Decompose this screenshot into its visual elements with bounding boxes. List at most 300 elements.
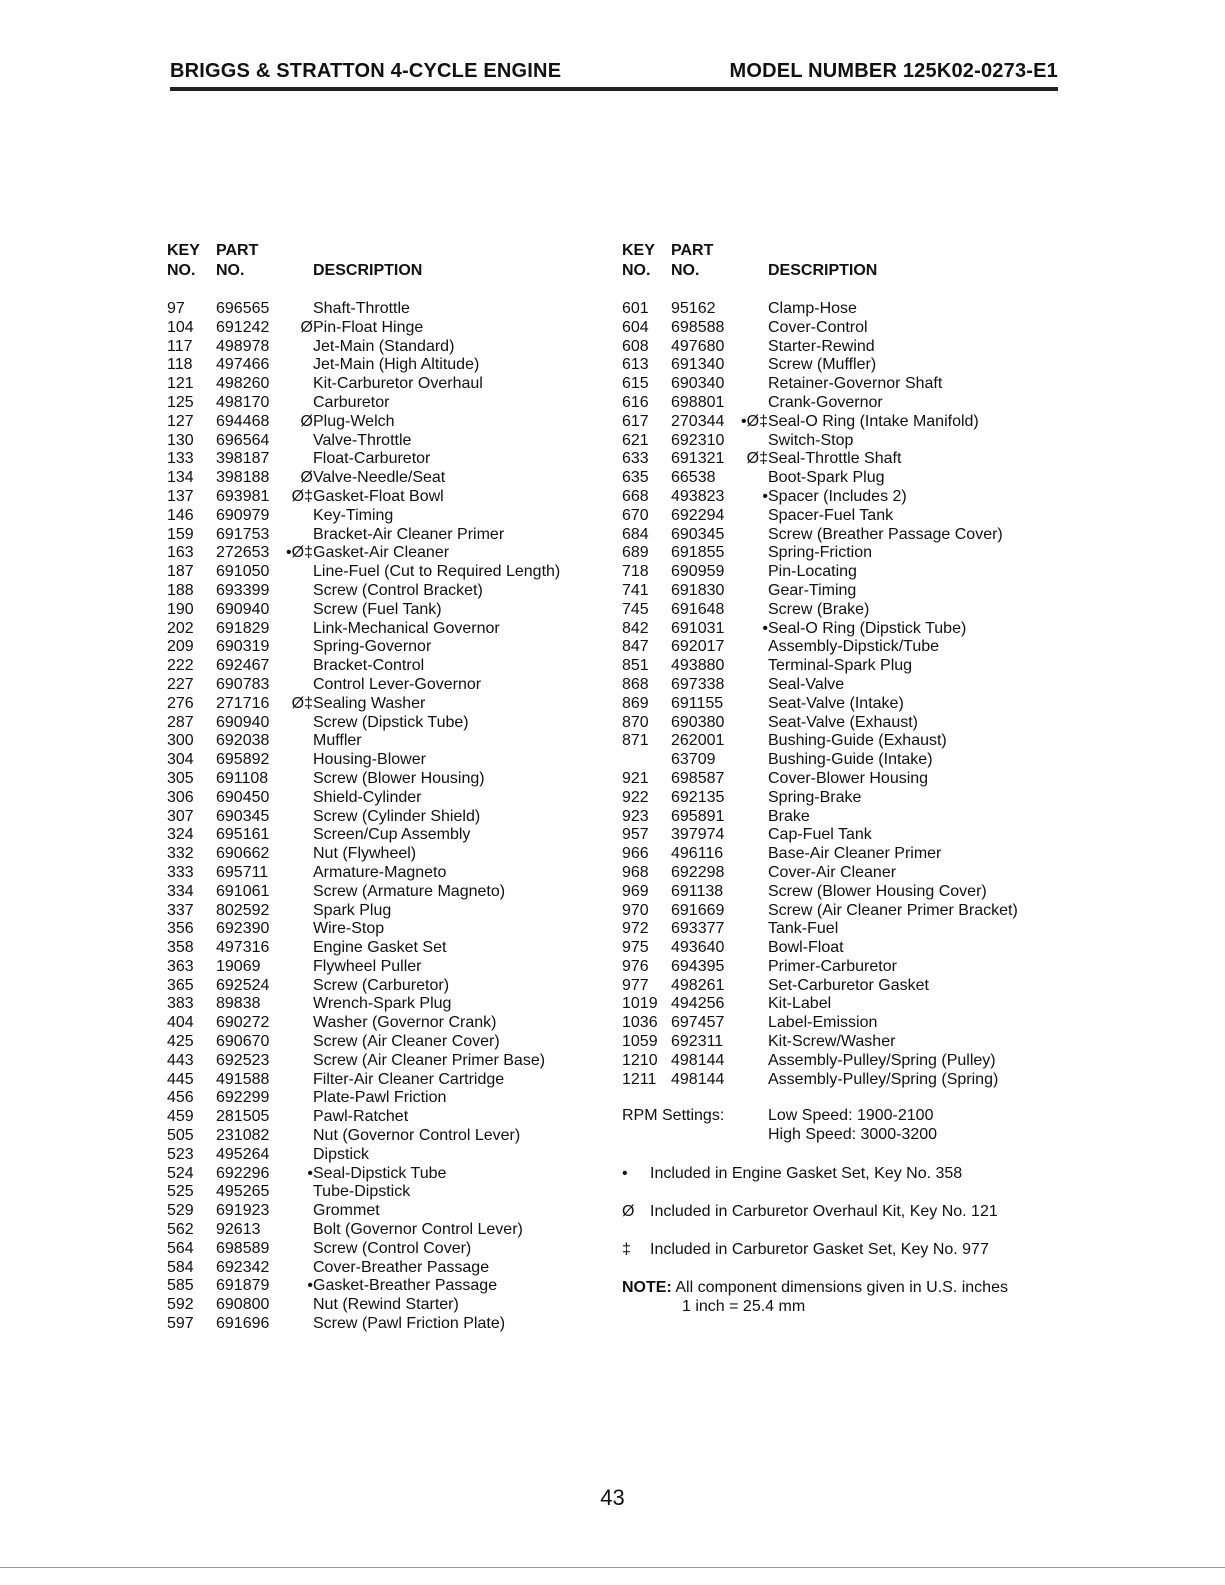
key-number: 525 [167,1183,194,1201]
part-description: Spark Plug [313,901,392,919]
part-number: 692038 [216,732,270,750]
note-label: NOTE: [622,1279,672,1296]
part-number: 692135 [671,788,725,806]
part-description: Engine Gasket Set [313,939,447,957]
page-header [170,60,1058,88]
parts-row [622,526,1062,545]
parts-row [167,1296,607,1315]
part-number: 693399 [216,581,270,599]
part-number: 690940 [216,713,270,731]
key-header-line2: NO. [167,262,196,279]
legend-text: Included in Carburetor Gasket Set, Key No. 977 [650,1241,989,1258]
parts-row [167,883,607,902]
parts-row [622,582,1062,601]
key-number: 227 [167,675,194,693]
part-number: 19069 [216,957,261,975]
part-number: 270344 [671,412,725,430]
parts-row [167,1033,607,1052]
part-number: 802592 [216,901,270,919]
key-header-line1: KEY [167,242,200,259]
part-number: 694395 [671,957,725,975]
part-description: Gasket-Air Cleaner [313,544,450,562]
part-description: Screw (Brake) [768,600,870,618]
part-number: 690272 [216,1014,270,1032]
parts-row [167,1259,607,1278]
part-number: 281505 [216,1108,270,1126]
key-number: 334 [167,882,194,900]
model-number: MODEL NUMBER 125K02-0273-E1 [729,60,1058,82]
key-number: 305 [167,769,194,787]
part-description: Valve-Needle/Seat [313,469,446,487]
parts-row [167,939,607,958]
key-number: 969 [622,882,649,900]
part-description: Cap-Fuel Tank [768,826,872,844]
key-number: 365 [167,976,194,994]
parts-row [622,319,1062,338]
parts-row [622,826,1062,845]
part-description: Grommet [313,1202,380,1220]
key-number: 97 [167,300,185,317]
kit-marker: Ø‡ [746,450,768,468]
parts-row [167,300,607,319]
parts-row [167,413,607,432]
key-number: 276 [167,694,194,712]
key-number: 304 [167,751,194,769]
key-number: 923 [622,807,649,825]
key-number: 966 [622,845,649,863]
key-number: 975 [622,939,649,957]
key-number: 670 [622,506,649,524]
kit-marker: Ø [300,469,313,487]
part-description: Bushing-Guide (Intake) [768,751,933,769]
key-number: 842 [622,619,649,637]
rpm-settings [622,1106,1062,1146]
key-number: 459 [167,1108,194,1126]
key-number: 307 [167,807,194,825]
part-description: Screw (Armature Magneto) [313,882,506,900]
part-number: 493640 [671,939,725,957]
parts-row [167,544,607,563]
key-number: 117 [167,337,193,355]
part-description: Screw (Air Cleaner Primer Base) [313,1051,546,1069]
part-description: Seal-O Ring (Intake Manifold) [768,412,979,430]
parts-row [167,469,607,488]
parts-row [622,808,1062,827]
part-number: 691829 [216,619,270,637]
parts-row [622,902,1062,921]
part-description: Base-Air Cleaner Primer [768,845,942,863]
key-number: 869 [622,694,649,712]
part-description: Shaft-Throttle [313,300,410,317]
part-description: Float-Carburetor [313,450,431,468]
part-description: Cover-Blower Housing [768,769,929,787]
part-number: 692390 [216,920,270,938]
part-description: Kit-Label [768,995,832,1013]
part-number: 691696 [216,1315,270,1333]
column-headers [167,242,607,290]
key-header-line1: KEY [622,242,655,259]
part-description: Screw (Pawl Friction Plate) [313,1315,506,1333]
parts-row [167,1277,607,1296]
key-number: 324 [167,826,194,844]
key-number: 529 [167,1202,194,1220]
part-description: Bolt (Governor Control Lever) [313,1221,523,1239]
parts-row [622,995,1062,1014]
key-number: 104 [167,318,194,336]
key-number: 130 [167,431,194,449]
key-number: 616 [622,393,649,411]
part-description: Screw (Control Cover) [313,1239,472,1257]
part-description: Brake [768,807,810,825]
key-number: 159 [167,525,194,543]
part-description: Dipstick [313,1145,370,1163]
part-number: 497466 [216,356,270,374]
part-description: Spring-Brake [768,788,862,806]
double-dagger-symbol: ‡ [622,1241,631,1258]
part-description: Screw (Control Bracket) [313,581,483,599]
part-description: Kit-Screw/Washer [768,1033,896,1051]
parts-row [167,770,607,789]
parts-row [622,657,1062,676]
key-number: 337 [167,901,194,919]
parts-row [622,394,1062,413]
key-number: 615 [622,375,649,393]
part-number: 691155 [671,694,724,712]
key-number: 972 [622,920,649,938]
parts-row [167,977,607,996]
part-number: 698801 [671,393,725,411]
part-description: Screw (Muffler) [768,356,877,374]
parts-row [622,638,1062,657]
key-number: 592 [167,1296,194,1314]
part-description: Key-Timing [313,506,394,524]
kit-marker: Ø‡ [291,487,313,505]
kit-marker: • [307,1164,313,1182]
parts-row [622,507,1062,526]
part-description: Seal-Valve [768,675,845,693]
part-number: 690380 [671,713,725,731]
legend-text: Included in Engine Gasket Set, Key No. 358 [650,1165,963,1182]
part-number: 692342 [216,1258,270,1276]
key-number: 121 [167,375,194,393]
key-number: 187 [167,563,194,581]
parts-row [622,732,1062,751]
parts-row [622,789,1062,808]
part-description: Nut (Governor Control Lever) [313,1127,521,1145]
part-header-line2: NO. [671,262,700,279]
part-description: Spacer-Fuel Tank [768,506,894,524]
part-number: 498170 [216,393,270,411]
part-number: 691321 [671,450,725,468]
part-number: 691879 [216,1277,270,1295]
key-number: 921 [622,769,649,787]
part-description: Primer-Carburetor [768,957,897,975]
parts-row [167,1315,607,1334]
part-description: Carburetor [313,393,390,411]
key-number: 868 [622,675,649,693]
key-number: 456 [167,1089,194,1107]
key-number: 134 [167,469,194,487]
parts-row [167,526,607,545]
parts-rows-right [622,300,1062,1089]
part-number: 692467 [216,657,270,675]
part-description: Bowl-Float [768,939,844,957]
part-description: Plate-Pawl Friction [313,1089,447,1107]
key-number: 505 [167,1127,194,1145]
part-description: Nut (Flywheel) [313,845,417,863]
part-description: Jet-Main (Standard) [313,337,455,355]
key-number: 608 [622,337,649,355]
part-description: Spring-Governor [313,638,432,656]
key-number: 146 [167,506,194,524]
key-number: 604 [622,318,649,336]
part-number: 691830 [671,581,725,599]
part-description: Gasket-Breather Passage [313,1277,498,1295]
key-number: 870 [622,713,649,731]
parts-row [167,958,607,977]
parts-row [622,770,1062,789]
part-number: 694468 [216,412,270,430]
parts-row [167,375,607,394]
parts-row [622,714,1062,733]
part-description: Terminal-Spark Plug [768,657,913,675]
parts-row [622,601,1062,620]
part-number: 691340 [671,356,725,374]
part-description: Tank-Fuel [768,920,839,938]
part-description: Cover-Breather Passage [313,1258,490,1276]
part-number: 493823 [671,487,725,505]
parts-row [167,826,607,845]
bottom-rule [0,1567,1225,1568]
key-number: 689 [622,544,649,562]
key-number: 356 [167,920,194,938]
part-number: 693377 [671,920,725,938]
note-line-1: All component dimensions given in U.S. inches [675,1279,1008,1296]
part-description: Bracket-Air Cleaner Primer [313,525,505,543]
document-title: BRIGGS & STRATTON 4-CYCLE ENGINE [170,60,562,82]
parts-row [167,695,607,714]
key-number: 617 [622,412,649,430]
part-number: 497680 [671,337,725,355]
key-number: 333 [167,863,194,881]
parts-row [622,1033,1062,1052]
part-description: Screw (Dipstick Tube) [313,713,469,731]
parts-row [622,450,1062,469]
key-number: 127 [167,412,194,430]
key-number: 564 [167,1239,194,1257]
part-number: 691138 [671,882,724,900]
part-description: Screw (Fuel Tank) [313,600,442,618]
parts-row [167,1127,607,1146]
parts-row [622,939,1062,958]
parts-row [167,789,607,808]
part-description: Armature-Magneto [313,863,447,881]
part-description: Screw (Air Cleaner Primer Bracket) [768,901,1018,919]
part-description: Line-Fuel (Cut to Required Length) [313,563,561,581]
kit-marker: •Ø‡ [741,412,768,430]
part-number: 498261 [671,976,725,994]
part-description: Seat-Valve (Exhaust) [768,713,918,731]
key-number: 1211 [622,1070,657,1088]
parts-row [622,375,1062,394]
parts-row [167,1052,607,1071]
key-number: 524 [167,1164,194,1182]
part-number: 95162 [671,300,716,317]
bullet-symbol: • [622,1165,628,1182]
parts-row [167,563,607,582]
parts-row [167,450,607,469]
parts-row [622,356,1062,375]
part-number: 272653 [216,544,270,562]
parts-row [622,1071,1062,1090]
part-number: 695891 [671,807,725,825]
parts-row [167,845,607,864]
key-number: 922 [622,788,649,806]
part-description: Cover-Air Cleaner [768,863,897,881]
part-number: 690319 [216,638,270,656]
key-number: 443 [167,1051,194,1069]
key-number: 597 [167,1315,194,1333]
part-description: Flywheel Puller [313,957,422,975]
parts-row [167,902,607,921]
parts-row [167,620,607,639]
parts-row [167,432,607,451]
part-description: Crank-Governor [768,393,883,411]
part-description: Pin-Float Hinge [313,318,424,336]
parts-row [622,544,1062,563]
key-number: 635 [622,469,649,487]
key-number: 1059 [622,1033,658,1051]
part-number: 690670 [216,1033,270,1051]
part-description: Bracket-Control [313,657,425,675]
part-number: 692310 [671,431,725,449]
part-number: 690940 [216,600,270,618]
parts-row [622,300,1062,319]
parts-row [167,1165,607,1184]
part-number: 691050 [216,563,270,581]
rpm-high-speed: High Speed: 3000-3200 [768,1126,938,1143]
kit-marker: • [762,487,768,505]
parts-row [622,958,1062,977]
parts-row [622,620,1062,639]
parts-row [622,413,1062,432]
part-description: Valve-Throttle [313,431,412,449]
parts-row [167,920,607,939]
key-number: 970 [622,901,649,919]
part-description: Washer (Governor Crank) [313,1014,497,1032]
parts-row [167,1240,607,1259]
key-number: 741 [622,581,649,599]
part-description: Gasket-Float Bowl [313,487,444,505]
part-description: Set-Carburetor Gasket [768,976,929,994]
part-number: 493880 [671,657,725,675]
parts-row [167,808,607,827]
part-number: 692524 [216,976,270,994]
part-number: 498260 [216,375,270,393]
kit-marker: Ø [300,412,313,430]
part-number: 690783 [216,675,270,693]
dimension-note [622,1278,1062,1315]
part-description: Filter-Air Cleaner Cartridge [313,1070,505,1088]
parts-row [622,488,1062,507]
key-number: 222 [167,657,194,675]
key-number: 1210 [622,1051,658,1069]
part-number: 690959 [671,563,725,581]
part-number: 690345 [216,807,270,825]
key-number: 1019 [622,995,658,1013]
part-description: Switch-Stop [768,431,854,449]
part-number: 698588 [671,318,725,336]
key-number: 1036 [622,1014,658,1032]
part-number: 697338 [671,675,725,693]
parts-row [167,507,607,526]
key-number: 133 [167,450,194,468]
parts-row [167,488,607,507]
part-number: 691669 [671,901,725,919]
part-number: 696565 [216,300,270,317]
part-number: 498144 [671,1051,725,1069]
parts-row [167,732,607,751]
description-header: DESCRIPTION [768,262,878,279]
part-description: Cover-Control [768,318,868,336]
key-number: 977 [622,976,649,994]
key-number: 190 [167,600,194,618]
key-number: 425 [167,1033,194,1051]
part-description: Bushing-Guide (Exhaust) [768,732,947,750]
part-description: Muffler [313,732,362,750]
key-number: 445 [167,1070,194,1088]
part-description: Plug-Welch [313,412,395,430]
key-number: 188 [167,581,194,599]
key-number: 404 [167,1014,194,1032]
key-number: 668 [622,487,649,505]
part-description: Starter-Rewind [768,337,875,355]
part-description: Retainer-Governor Shaft [768,375,943,393]
part-description: Wrench-Spark Plug [313,995,452,1013]
key-number: 209 [167,638,194,656]
part-description: Wire-Stop [313,920,385,938]
part-description: Control Lever-Governor [313,675,482,693]
parts-row [622,695,1062,714]
part-description: Spacer (Includes 2) [768,487,907,505]
part-description: Screw (Carburetor) [313,976,450,994]
part-description: Screw (Air Cleaner Cover) [313,1033,500,1051]
key-number: 684 [622,525,649,543]
part-number: 491588 [216,1070,270,1088]
parts-row [622,864,1062,883]
parts-row [167,1202,607,1221]
part-number: 66538 [671,469,716,487]
part-number: 690979 [216,506,270,524]
key-number: 562 [167,1221,194,1239]
part-description: Clamp-Hose [768,300,857,317]
column-headers [622,242,1062,290]
key-number: 163 [167,544,194,562]
parts-row [167,864,607,883]
key-number: 871 [622,732,649,750]
part-description: Screen/Cup Assembly [313,826,471,844]
part-number: 92613 [216,1221,261,1239]
key-number: 358 [167,939,194,957]
part-description: Seat-Valve (Intake) [768,694,904,712]
parts-row [167,1221,607,1240]
parts-row [622,563,1062,582]
part-number: 495265 [216,1183,270,1201]
key-number: 137 [167,487,194,505]
kit-marker: Ø [300,318,313,336]
part-description: Label-Emission [768,1014,878,1032]
part-number: 691648 [671,600,725,618]
